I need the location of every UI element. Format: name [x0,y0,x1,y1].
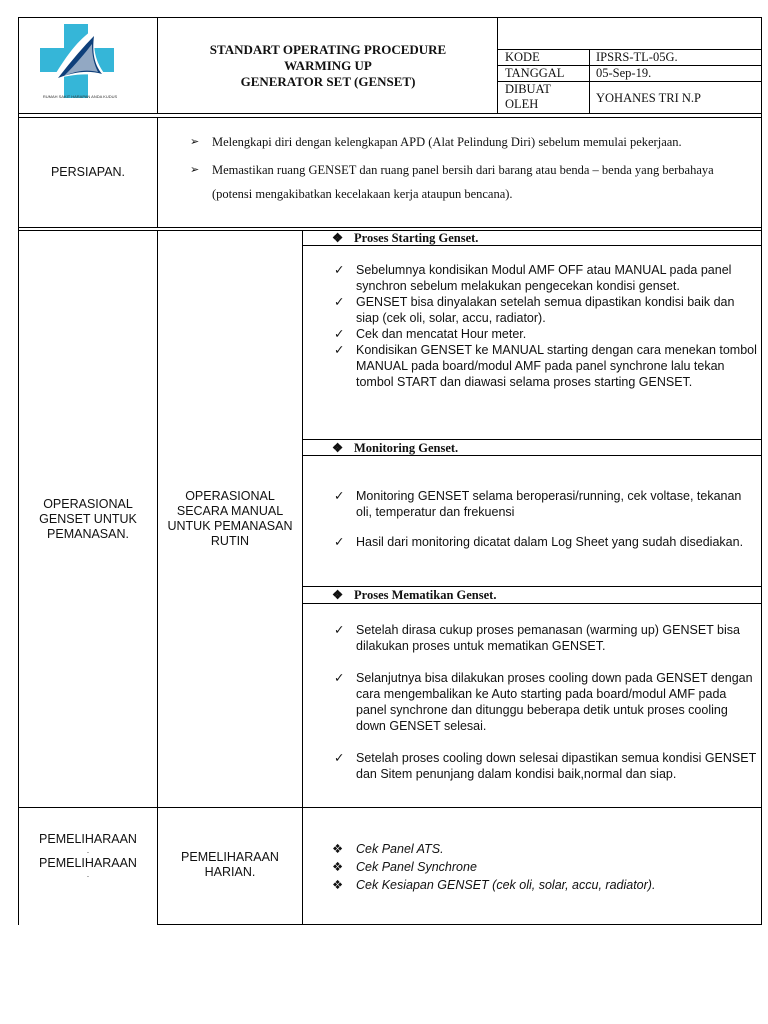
logo-caption: RUMAH SAKIT HARAPAN ANDA KUDUS [42,94,118,99]
meta-kode-label: KODE [505,50,540,64]
list-item: ✓ Cek dan mencatat Hour meter. [334,327,527,341]
pemeliharaan-sub-label: PEMELIHARAAN HARIAN. [181,850,279,879]
meta-tanggal-label: TANGGAL [505,66,565,80]
pemeliharaan-list [332,840,655,894]
list-item: ❖ Cek Panel ATS. [332,842,444,856]
list-item: ✓ Sebelumnya kondisikan Modul AMF OFF atau MANUAL pada panel synchron sebelum melakukan pengecekan kondisi genset. [334,263,732,293]
list-item: ✓ GENSET bisa dinyalakan setelah semua dipastikan kondisi baik dan siap (cek oli, solar, accu, radiator). [334,295,735,325]
list-item: ✓ Monitoring GENSET selama beroperasi/running, cek voltase, tekanan oli, temperatur dan frekuensi [334,489,742,519]
sect3-title-line [302,603,762,604]
check-icon: ✓ [334,295,345,309]
oper-vline-2 [302,230,303,808]
check-icon: ✓ [334,671,345,685]
check-icon: ✓ [334,535,345,549]
list-item: ❖ Cek Panel Synchrone [332,860,477,874]
list-item: ➢ Memastikan ruang GENSET dan ruang panel bersih dari barang atau benda – benda yang berbahaya (potensi mengakibatkan kecelakaan kerja ataupun bencana). [190,158,730,206]
diamond-icon: ❖ [332,441,344,455]
pem-vline-2 [302,807,303,925]
header-vline-1 [157,17,158,114]
pem-bottom [157,924,762,925]
meta-dibuat-value: YOHANES TRI N.P [596,91,701,105]
table-border-top [18,17,762,18]
check-icon: ✓ [334,623,345,637]
table-border-right [761,17,762,925]
title-line-2: WARMING UP [284,58,372,73]
mematikan-list [334,622,758,782]
meta-tanggal-value: 05-Sep-19. [596,66,652,80]
section-title-starting: ❖ Proses Starting Genset. [332,231,479,245]
operasional-sub-label: OPERASIONAL SECARA MANUAL UNTUK PEMANASAN RUTIN [167,489,293,548]
monitoring-list [334,488,758,550]
arrow-icon: ➢ [190,136,200,148]
diamond-icon: ❖ [332,842,344,856]
meta-kode-value: IPSRS-TL-05G. [596,50,678,64]
header-divider [18,113,762,114]
persiapan-vline [157,117,158,228]
starting-list [334,262,758,390]
arrow-icon: ➢ [190,164,200,176]
title-line-1: STANDART OPERATING PROCEDURE [209,42,447,57]
check-icon: ✓ [334,343,345,357]
diamond-icon: ❖ [332,588,344,602]
persiapan-label: PERSIAPAN. [50,165,126,179]
operasional-label: OPERASIONAL GENSET UNTUK PEMANASAN. [39,496,137,541]
list-item: ✓ Setelah dirasa cukup proses pemanasan (warming up) GENSET bisa dilakukan proses untuk mematikan GENSET. [334,623,740,653]
list-item: ✓ Hasil dari monitoring dicatat dalam Log Sheet yang sudah disediakan. [334,535,744,549]
list-item: ➢ Melengkapi diri dengan kelengkapan APD (Alat Pelindung Diri) sebelum memulai pekerjaan. [190,130,730,154]
document-title [160,42,496,90]
pemeliharaan-label: PEMELIHARAAN . PEMELIHARAAN . [39,832,137,879]
check-icon: ✓ [334,751,345,765]
list-item: ✓ Kondisikan GENSET ke MANUAL starting dengan cara menekan tombol MANUAL pada board/modul AMF pada panel synchrone lalu tekan tombol START dan diawasi selama proses starting GENSET. [334,343,757,389]
section-title-monitoring: ❖ Monitoring Genset. [332,441,459,455]
diamond-icon: ❖ [332,878,344,892]
diamond-icon: ❖ [332,860,344,874]
persiapan-list [190,130,730,210]
meta-dibuat-label: DIBUAT OLEH [505,82,551,111]
oper-vline-1 [157,230,158,808]
section-title-mematikan: ❖ Proses Mematikan Genset. [332,588,497,602]
check-icon: ✓ [334,263,345,277]
check-icon: ✓ [334,489,345,503]
list-item: ❖ Cek Kesiapan GENSET (cek oli, solar, accu, radiator). [332,878,656,892]
diamond-icon: ❖ [332,231,344,245]
pem-vline-1 [157,807,158,925]
persiapan-bottom [18,227,762,228]
list-item: ✓ Selanjutnya bisa dilakukan proses cooling down pada GENSET dengan cara mengembalikan ke Auto starting pada board/modul AMF pada panel synchrone dan ditunggu beberapa detik untuk proses cooling down GENSET selesai. [334,671,753,733]
check-icon: ✓ [334,327,345,341]
hospital-logo [38,22,116,102]
list-item: ✓ Setelah proses cooling down selesai dipastikan semua kondisi GENSET dan Sitem penunjang dalam kondisi baik,normal dan siap. [334,751,756,781]
title-line-3: GENERATOR SET (GENSET) [240,74,416,89]
